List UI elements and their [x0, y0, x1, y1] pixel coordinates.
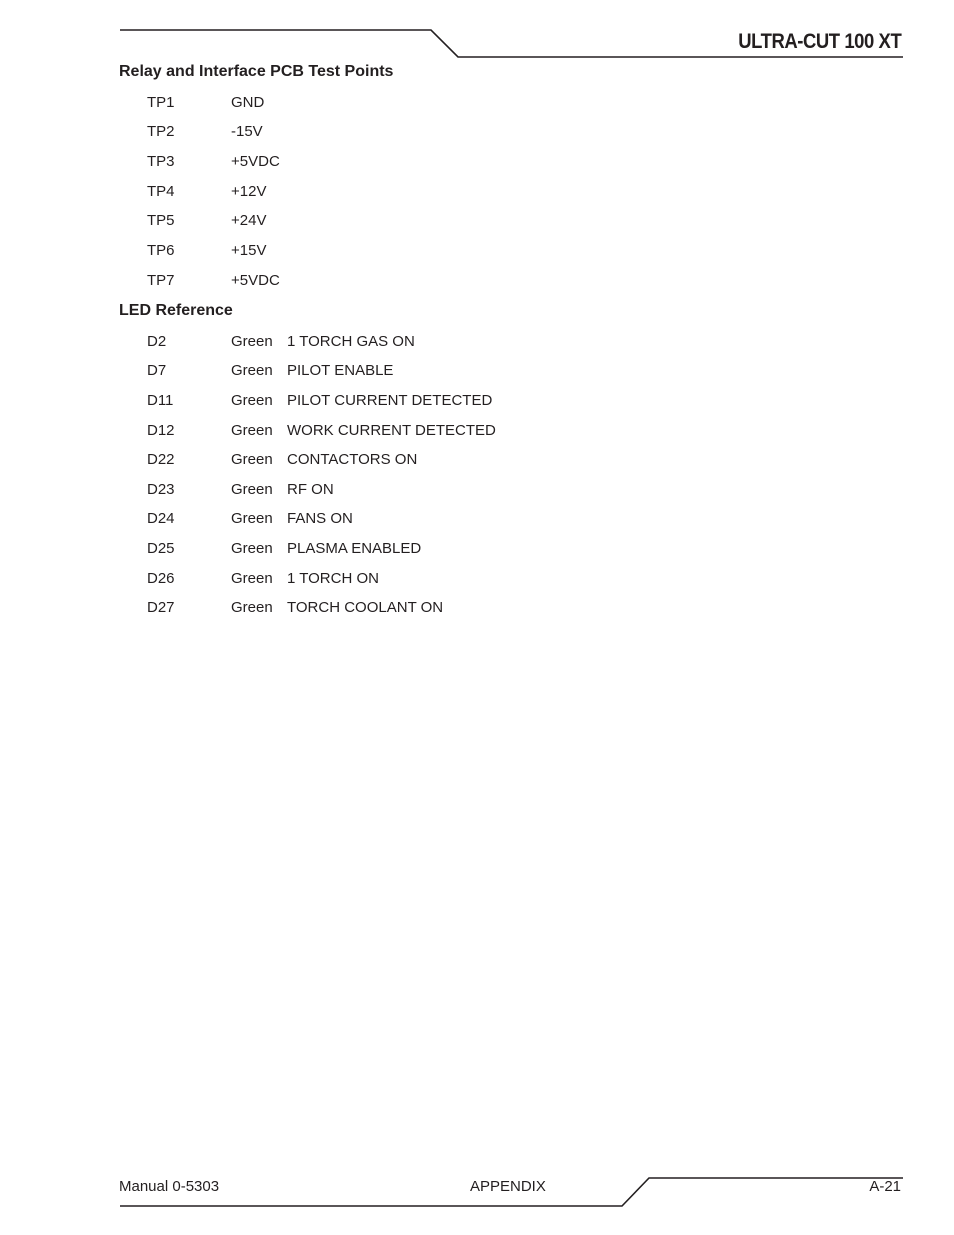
led-color: Green [231, 540, 273, 557]
led-designator: D2 [147, 333, 167, 350]
led-function: CONTACTORS ON [287, 451, 418, 468]
test-point-value: +5VDC [231, 153, 280, 170]
led-color: Green [231, 481, 273, 498]
led-designator: D26 [147, 570, 175, 587]
led-function: WORK CURRENT DETECTED [287, 422, 496, 439]
led-color: Green [231, 362, 273, 379]
test-point-label: TP1 [147, 94, 175, 111]
test-point-value: +12V [231, 183, 267, 200]
led-function: TORCH COOLANT ON [287, 599, 444, 616]
led-color: Green [231, 333, 273, 350]
led-function: FANS ON [287, 510, 353, 527]
led-designator: D25 [147, 540, 175, 557]
test-point-label: TP5 [147, 212, 175, 229]
led-function: PLASMA ENABLED [287, 540, 422, 557]
led-designator: D27 [147, 599, 175, 616]
led-designator: D22 [147, 451, 175, 468]
led-designator: D24 [147, 510, 175, 527]
led-designator: D12 [147, 422, 175, 439]
product-title: ULTRA-CUT 100 XT [737, 30, 901, 53]
led-function: PILOT ENABLE [287, 362, 394, 379]
led-designator: D23 [147, 481, 175, 498]
led-designator: D11 [147, 392, 174, 409]
led-color: Green [231, 422, 273, 439]
test-point-value: +5VDC [231, 272, 280, 289]
test-points-heading: Relay and Interface PCB Test Points [119, 63, 394, 80]
test-point-label: TP7 [147, 272, 175, 289]
manual-number: Manual 0-5303 [119, 1178, 220, 1195]
test-point-value: GND [231, 94, 265, 111]
led-color: Green [231, 570, 273, 587]
led-function: 1 TORCH GAS ON [287, 333, 415, 350]
test-point-label: TP3 [147, 153, 175, 170]
test-point-label: TP2 [147, 123, 175, 140]
test-point-label: TP6 [147, 242, 175, 259]
test-point-value: -15V [231, 123, 263, 140]
test-point-label: TP4 [147, 183, 175, 200]
test-point-value: +24V [231, 212, 267, 229]
test-point-value: +15V [231, 242, 267, 259]
led-function: 1 TORCH ON [287, 570, 379, 587]
led-reference-heading: LED Reference [119, 302, 233, 319]
led-designator: D7 [147, 362, 167, 379]
led-color: Green [231, 392, 273, 409]
page-number: A-21 [869, 1178, 901, 1195]
led-color: Green [231, 510, 273, 527]
section-name: APPENDIX [470, 1178, 546, 1195]
led-color: Green [231, 599, 273, 616]
led-function: RF ON [287, 481, 334, 498]
led-function: PILOT CURRENT DETECTED [287, 392, 493, 409]
led-color: Green [231, 451, 273, 468]
